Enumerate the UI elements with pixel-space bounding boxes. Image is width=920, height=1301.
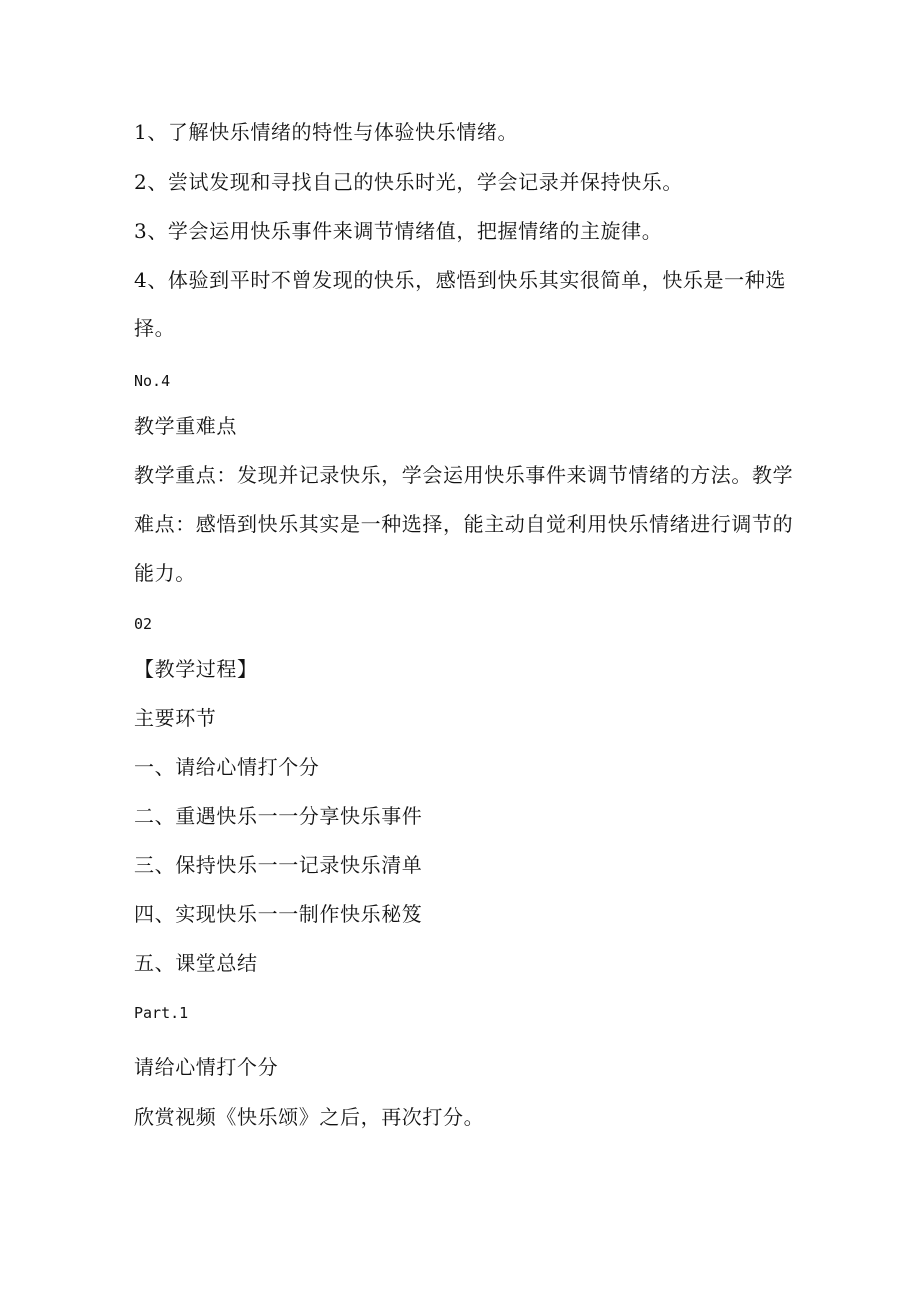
- objective-4-line-2: 择。: [134, 316, 176, 340]
- section-marker-no4: No.4: [134, 372, 171, 390]
- section-marker-part1: Part.1: [134, 1004, 189, 1022]
- part1-body: 欣赏视频《快乐颂》之后，再次打分。: [134, 1105, 485, 1129]
- section-heading-key-points: 教学重难点: [134, 414, 237, 438]
- objective-2: 2、尝试发现和寻找自己的快乐时光，学会记录并保持快乐。: [134, 170, 683, 194]
- objective-1: 1、了解快乐情绪的特性与体验快乐情绪。: [134, 120, 519, 144]
- key-points-body-line-1: 教学重点：发现并记录快乐，学会运用快乐事件来调节情绪的方法。教学: [134, 463, 794, 487]
- key-points-body-line-2: 难点：感悟到快乐其实是一种选择，能主动自觉利用快乐情绪进行调节的: [134, 512, 794, 536]
- step-item: 四、实现快乐一一制作快乐秘笈: [134, 902, 423, 926]
- step-item: 五、课堂总结: [134, 951, 258, 975]
- step-item: 一、请给心情打个分: [134, 755, 320, 779]
- objective-4-line-1: 4、体验到平时不曾发现的快乐，感悟到快乐其实很简单，快乐是一种选: [134, 268, 786, 292]
- subheading-main-steps: 主要环节: [134, 706, 217, 730]
- part1-heading: 请给心情打个分: [134, 1055, 279, 1079]
- step-item: 三、保持快乐一一记录快乐清单: [134, 853, 423, 877]
- section-heading-process: 【教学过程】: [134, 657, 258, 681]
- section-marker-02: 02: [134, 615, 153, 633]
- step-item: 二、重遇快乐一一分享快乐事件: [134, 804, 423, 828]
- key-points-body-line-3: 能力。: [134, 561, 196, 585]
- objective-3: 3、学会运用快乐事件来调节情绪值，把握情绪的主旋律。: [134, 219, 663, 243]
